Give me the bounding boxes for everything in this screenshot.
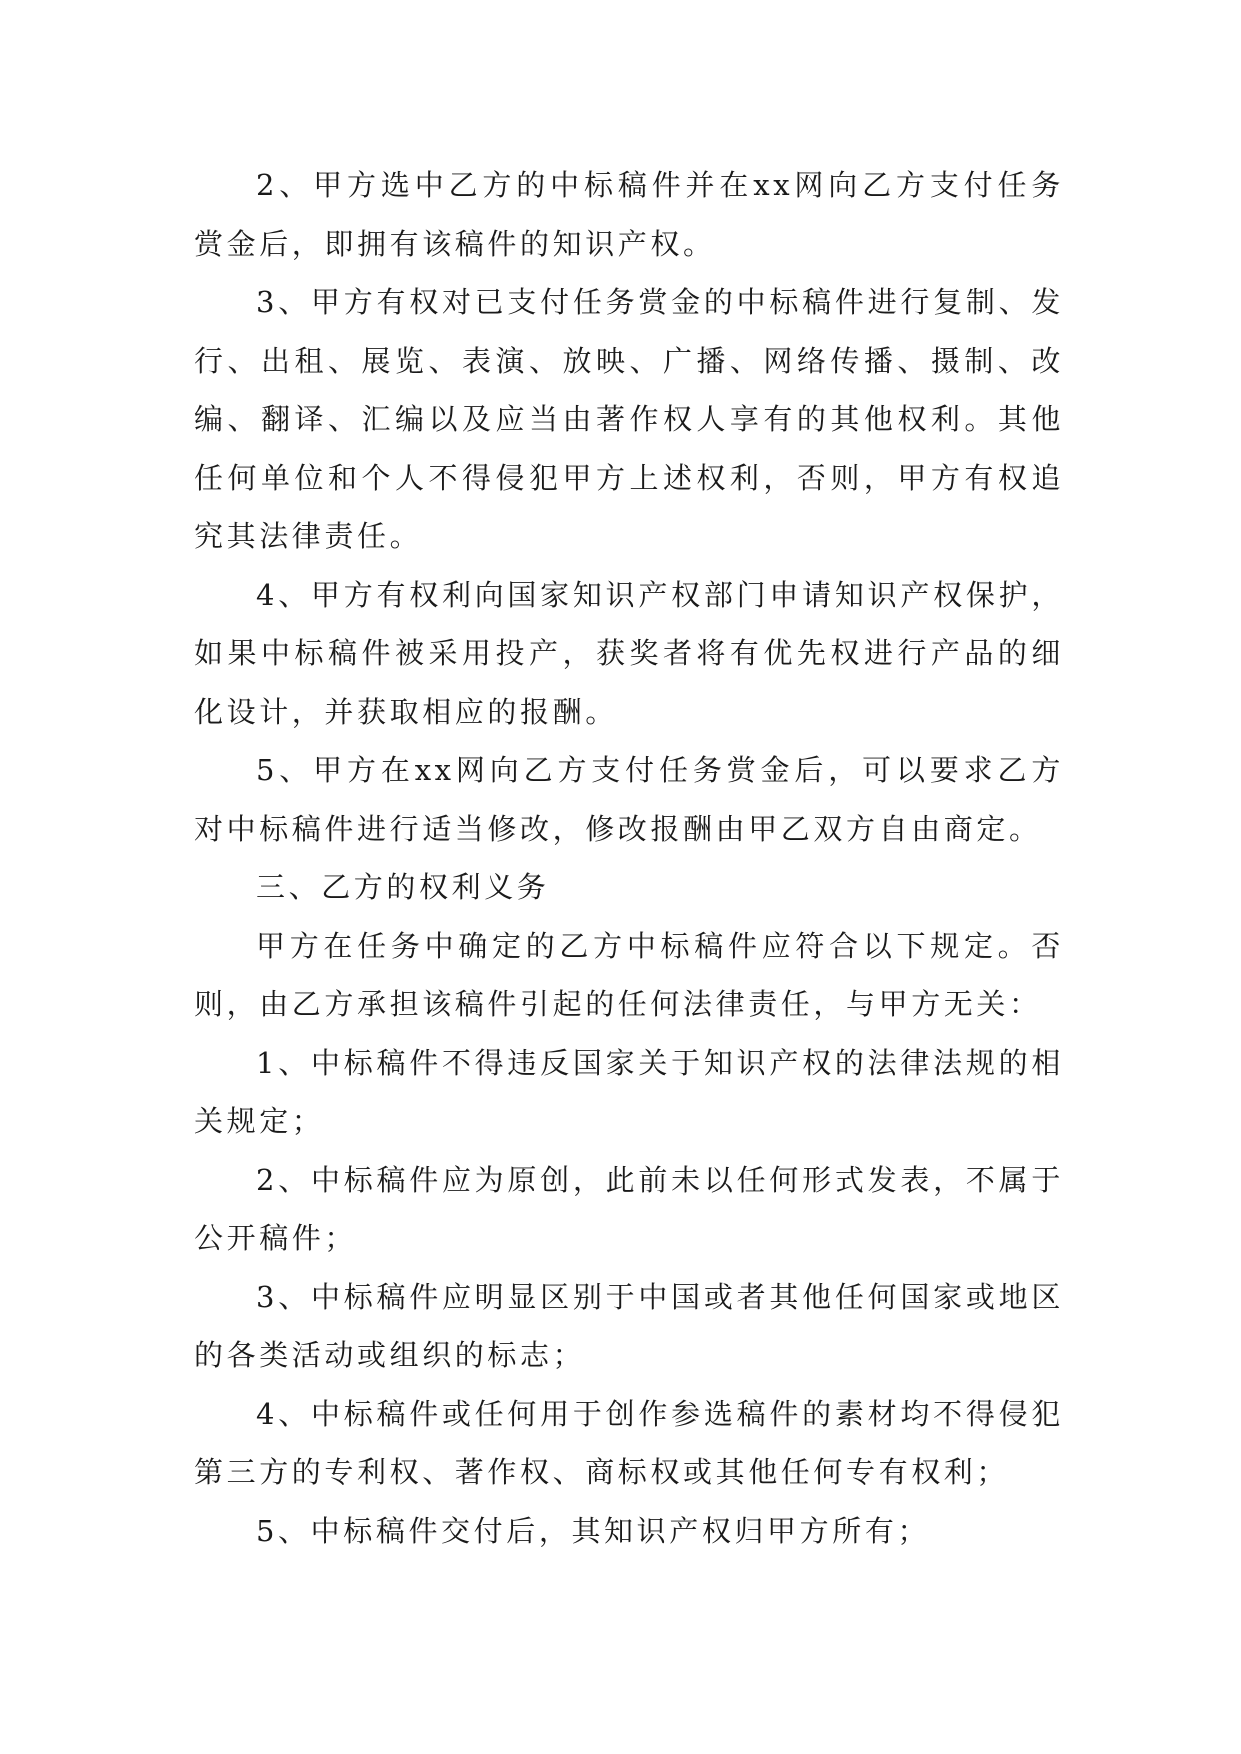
paragraph-party-b-item-3: 3、中标稿件应明显区别于中国或者其他任何国家或地区的各类活动或组织的标志； xyxy=(194,1279,1064,1372)
paragraph-clause-4-ip-protection: 4、甲方有权利向国家知识产权部门申请知识产权保护，如果中标稿件被采用投产，获奖者将有优先权进行产品的细化设计，并获取相应的报酬。 xyxy=(194,577,1064,729)
paragraph-party-b-item-2: 2、中标稿件应为原创，此前未以任何形式发表，不属于公开稿件； xyxy=(194,1162,1064,1255)
paragraph-party-b-item-1: 1、中标稿件不得违反国家关于知识产权的法律法规的相关规定； xyxy=(194,1045,1064,1138)
paragraph-party-b-item-5: 5、中标稿件交付后，其知识产权归甲方所有； xyxy=(256,1513,931,1548)
section-heading-party-b: 三、乙方的权利义务 xyxy=(256,870,550,904)
document-body xyxy=(194,156,1064,1560)
paragraph-party-b-intro: 甲方在任务中确定的乙方中标稿件应符合以下规定。否则，由乙方承担该稿件引起的任何法律责任，与甲方无关： xyxy=(194,928,1064,1021)
paragraph-clause-3-rights: 3、甲方有权对已支付任务赏金的中标稿件进行复制、发行、出租、展览、表演、放映、广播、网络传播、摄制、改编、翻译、汇编以及应当由著作权人享有的其他权利。其他任何单位和个人不得侵犯甲方上述权利，否则，甲方有权追究其法律责任。 xyxy=(194,285,1064,553)
paragraph-clause-2-ip-ownership: 2、甲方选中乙方的中标稿件并在xx网向乙方支付任务赏金后，即拥有该稿件的知识产权。 xyxy=(194,168,1064,261)
paragraph-party-b-item-4: 4、中标稿件或任何用于创作参选稿件的素材均不得侵犯第三方的专利权、著作权、商标权或其他任何专有权利； xyxy=(194,1396,1064,1489)
paragraph-clause-5-modification: 5、甲方在xx网向乙方支付任务赏金后，可以要求乙方对中标稿件进行适当修改，修改报酬由甲乙双方自由商定。 xyxy=(194,753,1064,846)
